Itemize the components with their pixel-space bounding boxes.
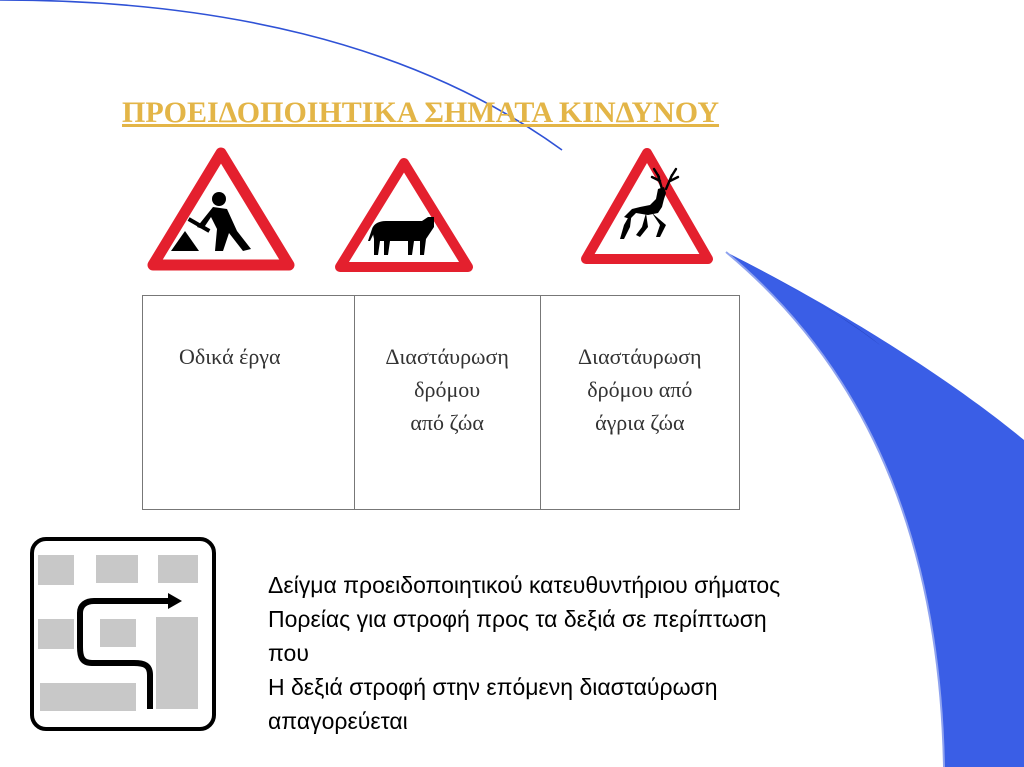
- table-cell: [143, 296, 355, 510]
- description-line: που: [268, 640, 309, 666]
- table-cell: [354, 296, 540, 510]
- description-line: Δείγμα προειδοποιητικού κατευθυντήριου σήματος: [268, 572, 781, 598]
- cell-text-animal-crossing: Διαστάυρωση δρόμου από ζώα: [385, 344, 509, 435]
- description-line: Πορείας για στροφή προς τα δεξιά σε περίπτωση: [268, 606, 767, 632]
- right-turn-detour-sign-icon: [30, 537, 216, 731]
- wild-animals-crossing-icon: [580, 147, 714, 269]
- cattle-crossing-icon: [334, 155, 474, 277]
- description-line: Η δεξιά στροφή στην επόμενη διασταύρωση: [268, 674, 718, 700]
- table-cell: [540, 296, 739, 510]
- description-line: απαγορεύεται: [268, 708, 408, 734]
- table-row: [143, 296, 740, 510]
- signs-table: [142, 295, 740, 510]
- page-title: ΠΡΟΕΙΔΟΠΟΙΗΤΙΚΑ ΣΗΜΑΤΑ ΚΙΝΔΥΝΟΥ: [122, 96, 720, 129]
- road-works-icon: [147, 147, 295, 273]
- sign-description: [268, 568, 928, 738]
- cell-text-road-works: Οδικά έργα: [179, 344, 281, 369]
- cell-text-wild-animal-crossing: Διαστάυρωση δρόμου από άγρια ζώα: [578, 344, 702, 435]
